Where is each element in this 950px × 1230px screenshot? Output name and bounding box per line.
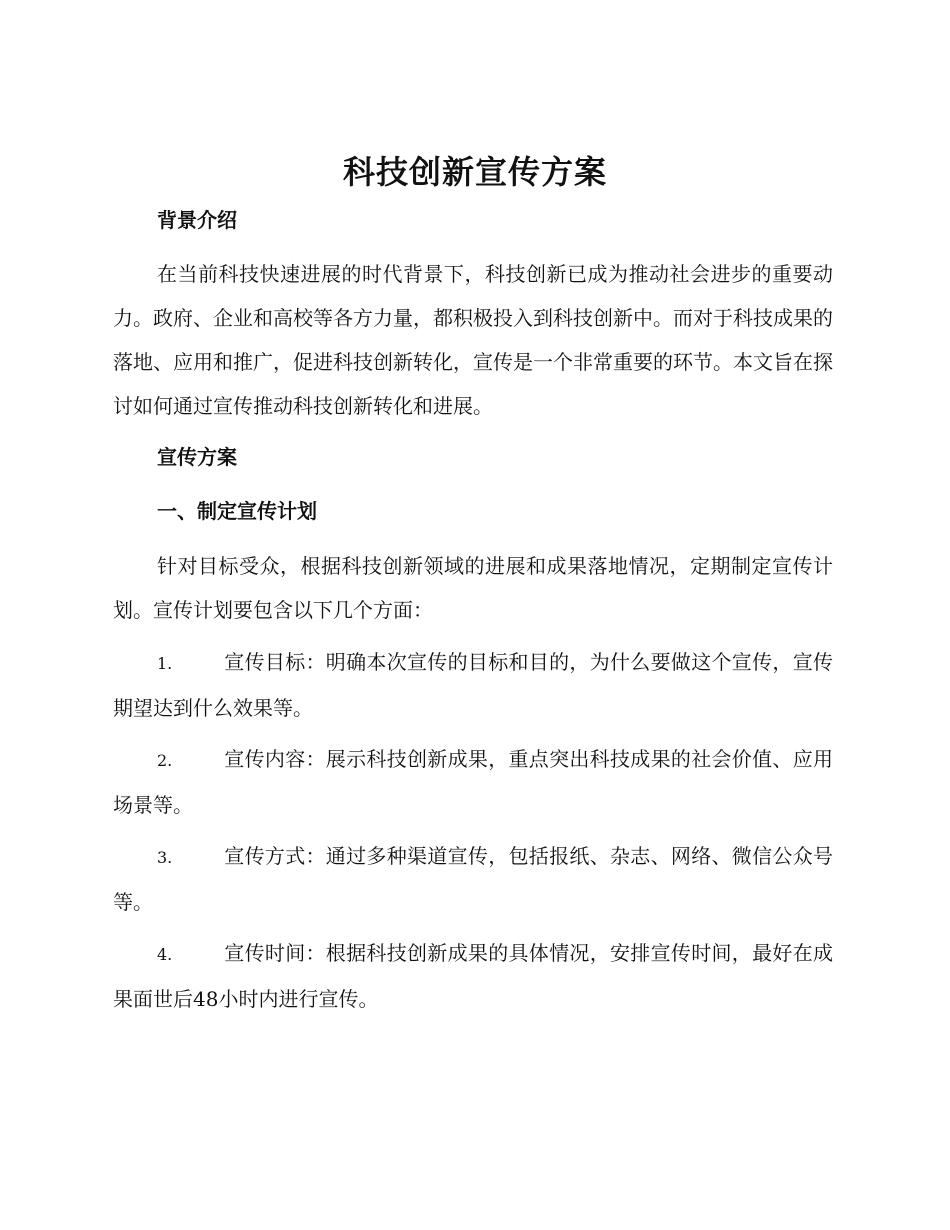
list-item-number: 2. [157,751,173,770]
background-paragraph: 在当前科技快速进展的时代背景下，科技创新已成为推动社会进步的重要动力。政府、企业和高校等各方力量，都积极投入到科技创新中。而对于科技成果的落地、应用和推广，促进科技创新转化，宣传是一个非常重要的环节。本文旨在探讨如何通过宣传推动科技创新转化和进展。 [113,262,833,418]
document-title: 科技创新宣传方案 [342,153,607,191]
list-item-number: 1. [157,654,173,673]
section-heading-plan: 宣传方案 [157,445,237,469]
list-item-text: 宣传内容：展示科技创新成果，重点突出科技成果的社会价值、应用场景等。 [113,747,833,817]
list-item-text: 宣传目标：明确本次宣传的目标和目的，为什么要做这个宣传，宣传期望达到什么效果等。 [113,650,833,720]
subheading-make-plan: 一、制定宣传计划 [157,499,317,523]
plan-paragraph: 针对目标受众，根据科技创新领域的进展和成果落地情况，定期制定宣传计划。宣传计划要包含以下几个方面： [113,554,833,622]
list-item-number: 3. [157,848,173,867]
list-item [113,834,833,924]
list-item-number: 4. [157,945,173,964]
list-item-text: 宣传时间：根据科技创新成果的具体情况，安排宣传时间，最好在成果面世后48小时内进行宣传。 [113,941,833,1011]
list-item-text: 宣传方式：通过多种渠道宣传，包括报纸、杂志、网络、微信公众号等。 [113,844,833,914]
list-item [113,737,833,827]
list-item [113,931,833,1021]
section-heading-background: 背景介绍 [157,208,237,232]
list-item [113,640,833,730]
